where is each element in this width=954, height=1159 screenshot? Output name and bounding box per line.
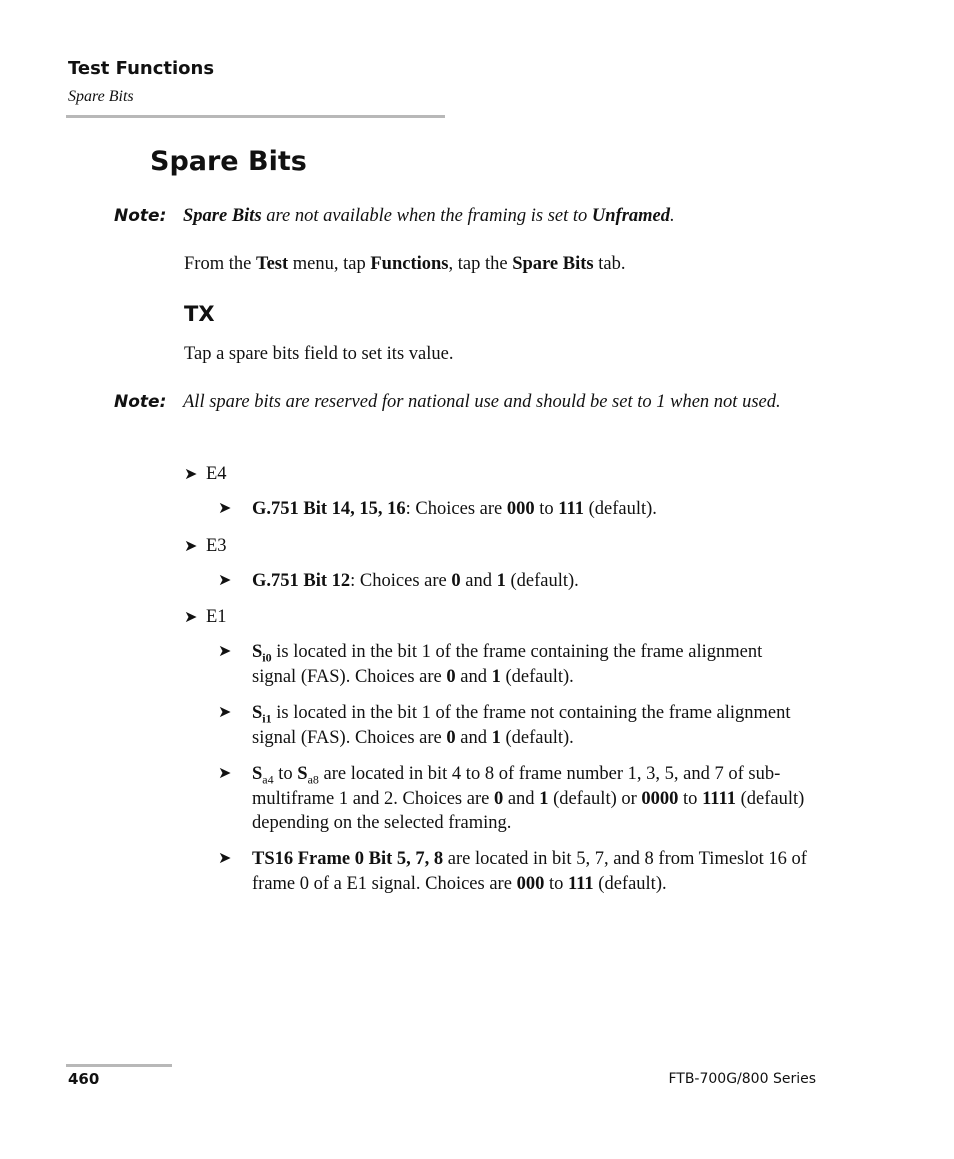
page-title: Spare Bits	[150, 146, 307, 177]
arrow-bullet-icon: ➤	[184, 538, 198, 555]
value: 0	[451, 571, 461, 591]
tx-paragraph: Tap a spare bits field to set its value.	[184, 344, 454, 364]
tab-name: Spare Bits	[512, 254, 594, 274]
arrow-bullet-icon: ➤	[218, 572, 232, 589]
item-text: to	[534, 499, 559, 519]
list-item-e4	[184, 462, 227, 487]
list-item-text	[252, 497, 818, 522]
value: 0000	[641, 788, 679, 809]
tx-heading: TX	[184, 302, 215, 326]
item-text: (default).	[593, 873, 667, 894]
value: 1	[496, 571, 506, 591]
item-text: and	[455, 727, 492, 748]
note-text: .	[670, 206, 675, 226]
item-text: (default).	[500, 727, 574, 748]
note-text: are not available when the framing is set to	[261, 206, 592, 226]
value: 000	[516, 873, 545, 894]
list-item-e1	[184, 605, 227, 630]
intro-text: tab.	[593, 254, 626, 274]
field-name: S	[252, 703, 263, 723]
note-reserved: All spare bits are reserved for national use and should be set to 1 when not used.	[183, 392, 781, 412]
field-name: S	[297, 764, 308, 784]
field-subscript: a4	[262, 772, 274, 787]
list-item-si0	[218, 640, 818, 689]
note-label: Note:	[114, 206, 167, 226]
value: 111	[558, 499, 584, 519]
item-text: to	[273, 764, 298, 784]
item-text: is located in the bit 1 of the frame containing the frame alignment signal (FAS). Choices are	[252, 642, 763, 687]
field-subscript: i0	[262, 650, 272, 665]
running-head-chapter: Test Functions	[68, 58, 215, 79]
item-text: (default).	[583, 499, 657, 519]
header-rule	[66, 115, 445, 118]
intro-paragraph	[184, 252, 824, 276]
list-item-g751-12	[218, 569, 818, 594]
list-item-text	[252, 762, 818, 836]
item-text: are located in bit 5, 7, and 8 from Timeslot 16 of frame 0 of a E1 signal. Choices are	[252, 849, 807, 894]
list-item-text	[252, 640, 792, 689]
item-text: : Choices are	[405, 499, 507, 519]
list-item-e3	[184, 534, 227, 559]
note-unframed	[183, 204, 823, 228]
arrow-bullet-icon: ➤	[184, 466, 198, 483]
item-text: (default) depending on the selected framing.	[252, 788, 805, 833]
item-text: and	[503, 788, 540, 809]
item-text: (default).	[500, 666, 574, 687]
intro-text: From the	[184, 254, 256, 274]
list-item-sa4-sa8	[218, 762, 818, 836]
arrow-bullet-icon: ➤	[184, 609, 198, 626]
list-item-si1	[218, 701, 818, 750]
footer-rule	[66, 1064, 172, 1067]
list-item-label: E3	[206, 536, 227, 556]
arrow-bullet-icon: ➤	[218, 500, 232, 517]
list-item-label: E4	[206, 464, 227, 484]
field-subscript: a8	[307, 772, 319, 787]
item-text: (default).	[505, 571, 579, 591]
item-text: to	[544, 873, 568, 894]
list-item-label: E1	[206, 607, 227, 627]
note-label: Note:	[114, 392, 167, 412]
item-text: to	[678, 788, 703, 809]
item-text: (default) or	[548, 788, 642, 809]
item-text: : Choices are	[350, 571, 452, 591]
field-name: S	[252, 764, 263, 784]
value: 0	[446, 727, 456, 748]
menu-name: Test	[255, 254, 289, 274]
list-item-text	[252, 701, 792, 750]
value: 111	[567, 873, 594, 894]
field-name: G.751 Bit 14, 15, 16	[252, 499, 406, 519]
product-series: FTB-700G/800 Series	[668, 1071, 816, 1087]
item-text: are located in bit 4 to 8 of frame number 1, 3, 5, and 7 of sub-multiframe 1 and 2. Choices are	[252, 764, 781, 809]
value: 0	[446, 666, 456, 687]
field-name: S	[252, 642, 263, 662]
arrow-bullet-icon: ➤	[218, 643, 232, 660]
intro-text: menu, tap	[288, 254, 371, 274]
value: 0	[493, 788, 504, 809]
item-text: and	[460, 571, 497, 591]
field-subscript: i1	[262, 711, 272, 726]
running-head-section: Spare Bits	[68, 88, 134, 105]
value: 1	[491, 727, 501, 748]
menu-item-name: Functions	[370, 254, 449, 274]
list-item-text	[252, 569, 818, 594]
arrow-bullet-icon: ➤	[218, 704, 232, 721]
arrow-bullet-icon: ➤	[218, 765, 232, 782]
field-name: G.751 Bit 12	[252, 571, 351, 591]
value: 1111	[702, 788, 737, 809]
note-bold-term: Unframed	[591, 206, 671, 226]
item-text: and	[455, 666, 492, 687]
field-name: TS16 Frame 0 Bit 5, 7, 8	[252, 849, 444, 869]
page-number: 460	[68, 1070, 100, 1088]
list-item-g751-14-15-16	[218, 497, 818, 522]
intro-text: , tap the	[448, 254, 513, 274]
value: 000	[506, 499, 535, 519]
running-head	[68, 58, 214, 108]
value: 1	[491, 666, 501, 687]
list-item-text	[252, 847, 818, 896]
note-bold-term: Spare Bits	[183, 206, 262, 226]
value: 1	[539, 788, 549, 809]
list-item-ts16	[218, 847, 818, 896]
item-text: is located in the bit 1 of the frame not containing the frame alignment signal (FAS). Choices are	[252, 703, 791, 748]
arrow-bullet-icon: ➤	[218, 850, 232, 867]
